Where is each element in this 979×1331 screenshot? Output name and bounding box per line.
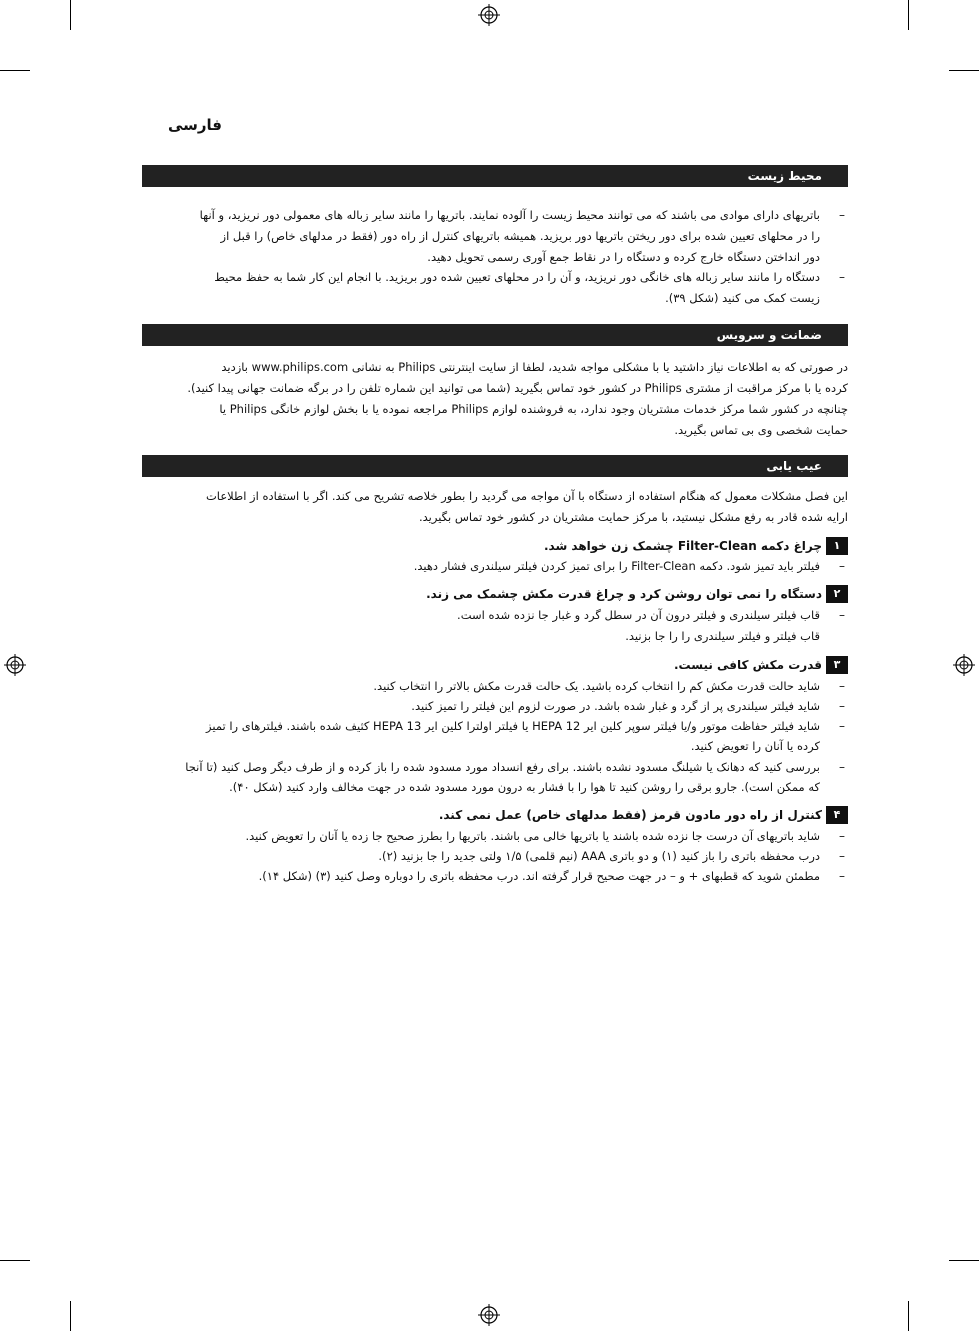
- language-title: فارسی: [167, 116, 222, 134]
- registration-mark-icon: [478, 1304, 500, 1326]
- body-text: شاید حالت قدرت مکش کم را انتخاب کرده باشید. یک حالت قدرت مکش بالاتر را انتخاب کنید.: [373, 679, 820, 693]
- bullet-dash: –: [839, 829, 845, 843]
- body-text: کرده یا با مرکز مراقبت از مشتری Philips در کشور خود تماس بگیرید (شما می توانید این شماره تلفن را در برگه ضمانت جهانی پیدا کنید).: [187, 381, 848, 395]
- body-text: درب محفظه باتری را باز کنید (۱) و دو باتری AAA (نیم قلمی) ۱/۵ ولتی جدید را جا بزنید (۲).: [378, 849, 820, 863]
- bullet-dash: –: [839, 760, 845, 774]
- bullet-dash: –: [839, 699, 845, 713]
- body-text: در صورتی که به اطلاعات نیاز داشتید یا با مشکلی مواجه شدید، لطفا از سایت اینترنتی Philips به نشانی www.philips.com بازدید: [221, 360, 848, 374]
- bullet-dash: –: [839, 559, 845, 573]
- problem-title: کنترل از راه دور مادون قرمز (فقط مدلهای خاص) عمل نمی کند.: [438, 808, 822, 822]
- crop-mark: [908, 1301, 909, 1331]
- problem-number-badge: ۲: [826, 585, 848, 603]
- body-text: ارایه شده قادر به رفع مشکل نیستید، با مرکز حمایت مشتریان در کشور خود تماس بگیرید.: [418, 510, 848, 524]
- body-text: حمایت شخصی وی بی تماس بگیرید.: [674, 423, 848, 437]
- bullet-dash: –: [839, 719, 845, 733]
- crop-mark: [70, 1301, 71, 1331]
- crop-mark: [949, 1260, 979, 1261]
- body-text: شاید فیلتر سیلندری پر از گرد و غبار شده باشد. در صورت لزوم این فیلتر را تمیز کنید.: [411, 699, 820, 713]
- body-text: دستگاه را مانند سایر زباله های خانگی دور نریزید، و آن را در محلهای تعیین شده دور بریزید. با انجام این کار شما به حفظ محیط: [214, 270, 820, 284]
- body-text: باتریهای دارای موادی می باشند که می توانند محیط زیست را آلوده نمایند. باتریها را مانند سایر زباله های معمولی دور نریزید، و آنها: [199, 208, 820, 222]
- bullet-dash: –: [839, 849, 845, 863]
- crop-mark: [908, 0, 909, 30]
- body-text: که ممکن است). جارو برقی را روشن کنید تا هوا را با فشار به درون مورد مسدود شده در جهت مخالف وارد کنید (شکل ۴۰).: [229, 780, 820, 794]
- body-text: را در محلهای تعیین شده برای دور ریختن باتریها دور بریزید. همیشه باتریهای کنترل از راه دور (فقط در مدلهای خاص) را قبل از: [220, 229, 820, 243]
- body-text: قاب فیلتر و فیلتر سیلندری را را جا بزنید.: [625, 629, 820, 643]
- body-text: قاب فیلتر سیلندری و فیلتر درون آن در سطل گرد و غبار جا نزده شده است.: [457, 608, 820, 622]
- registration-mark-icon: [478, 4, 500, 26]
- body-text: فیلتر باید تمیز شود. دکمه Filter-Clean را برای تمیز کردن فیلتر سیلندری فشار دهید.: [413, 559, 820, 573]
- body-text: کرده یا آنان را تعویض کنید.: [690, 739, 820, 753]
- bullet-dash: –: [839, 270, 845, 284]
- section-header-troubleshooting: عیب یابی: [142, 455, 848, 477]
- bullet-dash: –: [839, 679, 845, 693]
- registration-mark-icon: [953, 654, 975, 676]
- section-header-guarantee: ضمانت و سرویس: [142, 324, 848, 346]
- problem-title: چراغ دکمه Filter-Clean چشمک زن خواهد شد.: [543, 539, 822, 553]
- crop-mark: [70, 0, 71, 30]
- problem-number-badge: ۴: [826, 806, 848, 824]
- body-text: این فصل مشکلات معمول که هنگام استفاده از دستگاه با آن مواجه می گردید را بطور خلاصه تشریح می کند. اگر با استفاده از اطلاعات: [205, 489, 848, 503]
- registration-mark-icon: [4, 654, 26, 676]
- problem-number-badge: ۳: [826, 656, 848, 674]
- section-header-environment: محیط زیست: [142, 165, 848, 187]
- body-text: شاید باتریهای آن درست جا نزده شده باشند یا باتریها خالی می باشند. باتریها را بطرز صحیح جا زده یا آنان را تعویض کنید.: [245, 829, 820, 843]
- body-text: چنانچه در کشور شما مرکز خدمات مشتریان وجود ندارد، به فروشنده لوازم Philips مراجعه نموده یا با بخش لوازم خانگی Philips یا: [219, 402, 848, 416]
- body-text: زیست کمک می کنید (شکل ۳۹).: [665, 291, 820, 305]
- bullet-dash: –: [839, 208, 845, 222]
- body-text: بررسی کنید که دهانک یا شیلنگ مسدود نشده باشند. برای رفع انسداد مورد مسدود شده را باز کرده و از طرف دیگر وصل کنید (تا آنجا: [185, 760, 820, 774]
- crop-mark: [0, 70, 30, 71]
- body-text: مطمئن شوید که قطبهای + و – در جهت صحیح قرار گرفته اند. درب محفظه باتری را دوباره وصل کنید (۳) (شکل ۱۴).: [258, 869, 820, 883]
- crop-mark: [949, 70, 979, 71]
- crop-mark: [0, 1260, 30, 1261]
- bullet-dash: –: [839, 608, 845, 622]
- problem-number-badge: ۱: [826, 537, 848, 555]
- problem-title: دستگاه را نمی توان روشن کرد و چراغ قدرت مکش چشمک می زند.: [426, 587, 822, 601]
- bullet-dash: –: [839, 869, 845, 883]
- body-text: دور انداختن دستگاه خارج کرده و دستگاه را در نقاط جمع آوری رسمی تحویل دهید.: [427, 250, 820, 264]
- body-text: شاید فیلتر حفاظت موتور و/یا فیلتر سوپر کلین ایر HEPA 12 یا فیلتر اولترا کلین ایر HEPA 13 کثیف شده باشند. فیلترهای را تمیز: [206, 719, 820, 733]
- problem-title: قدرت مکش کافی نیست.: [673, 658, 822, 672]
